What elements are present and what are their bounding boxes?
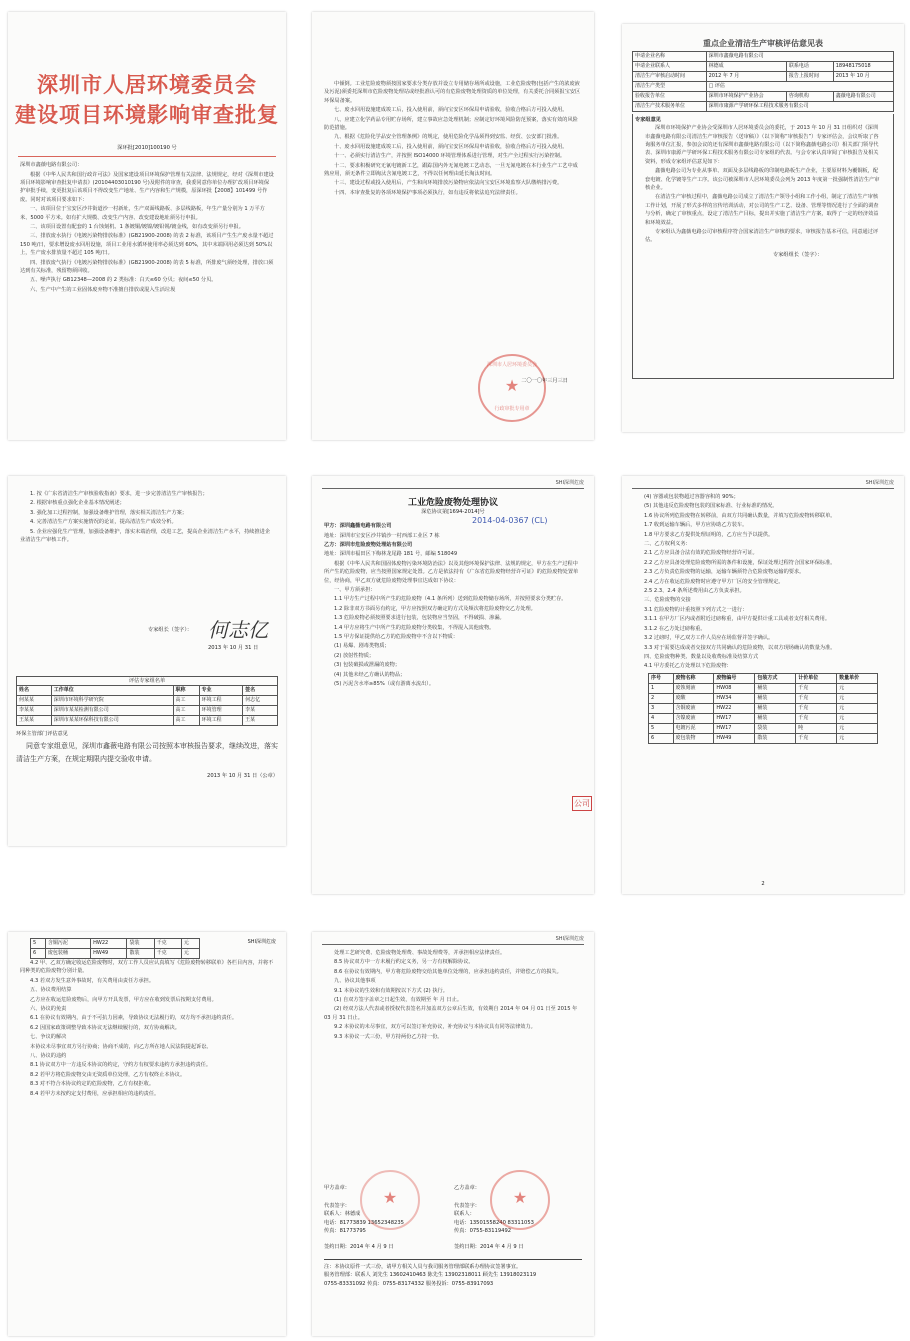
agreement-clauses-1 bbox=[312, 560, 594, 689]
paragraph: 2. 根据审核重点强化企业基本情况阐述； bbox=[30, 500, 125, 507]
table-cell: 千克 bbox=[154, 949, 181, 959]
table-header-cell: 职称 bbox=[173, 686, 199, 696]
table-cell: 5 bbox=[31, 939, 46, 949]
table-header-cell: 序号 bbox=[649, 673, 674, 683]
table-cell: 深圳市环境保护产业协会 bbox=[706, 92, 786, 102]
table-cell: 18948175018 bbox=[833, 62, 893, 72]
table-cell: 5 bbox=[649, 723, 674, 733]
table-cell: HW22 bbox=[714, 703, 755, 713]
table-cell: 申请企业联系人 bbox=[633, 62, 707, 72]
paragraph: 专家组认为鑫薇电路公司审核程序符合国家清洁生产审核的要求，审核报告基本可信，同意通过评估。 bbox=[645, 229, 879, 244]
table-row bbox=[633, 102, 894, 112]
agreement-brand-header-4: SHI深圳危废 bbox=[322, 932, 584, 945]
page-number: 2 bbox=[761, 880, 765, 887]
table-cell: 验收报告单位 bbox=[633, 92, 707, 102]
table-cell: 3 bbox=[649, 703, 674, 713]
table-cell: □ 评估 bbox=[706, 82, 893, 92]
table-cell: 清洁生产类型 bbox=[633, 82, 707, 92]
table-cell: 散装 bbox=[127, 949, 154, 959]
waste-agreement-page-4 bbox=[312, 932, 594, 1336]
table-cell: 元 bbox=[837, 693, 878, 703]
paragraph: 4.2 甲、乙双方确定收运危险废物时，双方工作人员应认真填写《危险废物转移联单》各栏目内容，并将不同种类的危险废物分别计量。 bbox=[20, 960, 274, 975]
paragraph: 十三、建设过程或投入使用后，产生和向环境排放污染物应依法向宝安区环境监察大队缴纳排污费。 bbox=[334, 180, 563, 187]
party-b-sign-date: 签约日期：2014 年 4 月 9 日 bbox=[454, 1244, 524, 1251]
party-b-seal-label: 乙方盖章： bbox=[454, 1185, 480, 1191]
agreement-brand-header-2: SHI深圳危废 bbox=[632, 476, 894, 489]
table-cell: 深圳市鑫薇电路有限公司 bbox=[706, 52, 893, 62]
paragraph: 1.1 甲方生产过程中所产生的危险废物（4.1 条所列）送到危险废物储存场所，并按照要求分类贮存。 bbox=[334, 596, 567, 603]
evaluation-info-table bbox=[632, 51, 894, 112]
table-header-cell: 数量单价 bbox=[837, 673, 878, 683]
paragraph: 1.8 甲方要求乙方提供处理证明的，乙方应当予以提供。 bbox=[644, 531, 774, 538]
signature-block bbox=[324, 1184, 582, 1288]
paragraph: 五、噪声执行 GB12348—2008 的 2 类标准：白天≤60 分贝；夜间≤50 分贝。 bbox=[30, 277, 217, 284]
table-header-cell: 包装方式 bbox=[755, 673, 796, 683]
table-cell: 何志亿 bbox=[243, 696, 278, 706]
table-cell: 深圳市某某检测有限公司 bbox=[51, 706, 173, 716]
table-header-cell: 废物名称 bbox=[673, 673, 714, 683]
paragraph: 十一、必须实行清洁生产，并按照 ISO14000 环境管理体系进行管理，对生产全过程实行污染控制。 bbox=[334, 153, 566, 160]
paragraph: 1.3 危险废物必须按照要求进行包装，包装物应当坚固，不得破损、渗漏。 bbox=[334, 615, 505, 622]
table-cell: 清洁生产审核启动时间 bbox=[633, 72, 707, 82]
paragraph: 三、排放废水执行《电镀污染物排放标准》(GB21900-2008) 的表 2 标准，该项目产生生产废水量不超过 150 吨/日，要求增设废水回用设施，项目工业用水循环使用率必须达到 60%，其中末端回用必须达到 50%以上，生产废水排放量不超过 105 吨/日。 bbox=[20, 233, 274, 257]
table-cell: 废包装桶 bbox=[45, 949, 90, 959]
table-cell: 废包装物 bbox=[673, 733, 714, 743]
improvement-items bbox=[8, 490, 286, 544]
evaluation-title: 重点企业清洁生产审核评估意见表 bbox=[703, 39, 823, 48]
party-a: 甲方：深圳鑫薇电路有限公司 bbox=[324, 523, 392, 530]
agreement-contract-no: 深危协议第[1694-2014]号 bbox=[421, 509, 485, 515]
paragraph: 2.2 乙方应具备处理危险废物所需的条件和设施，保证处理过程符合国家环保标准。 bbox=[644, 559, 836, 566]
paragraph: 4.3 若双方发生意外事故时，有关费用由责任方承担。 bbox=[30, 977, 155, 984]
table-cell: 何某某 bbox=[17, 696, 52, 706]
party-a-contact: 联系人：林德成 bbox=[324, 1211, 361, 1218]
table-cell: 千克 bbox=[796, 713, 837, 723]
paragraph: 本协议未尽事宜双方另行协商；协商不成的，向乙方所在地人民法院提起诉讼。 bbox=[30, 1043, 212, 1050]
table-cell: 环境管理 bbox=[199, 706, 243, 716]
table-cell: 桶装 bbox=[755, 703, 796, 713]
table-header-cell: 废物编号 bbox=[714, 673, 755, 683]
table-cell: 深圳市康源产学研环保工程技术服务有限公司 bbox=[706, 102, 893, 112]
table-row bbox=[31, 939, 200, 949]
paragraph: 二、乙方权利义务： bbox=[644, 541, 691, 548]
paragraph: 9.1 本协议的生效和有效期按以下方式 (2) 执行。 bbox=[334, 987, 448, 994]
table-cell: 环境工程 bbox=[199, 696, 243, 706]
paragraph: 六、生产中产生的工业固体废弃物不准擅自排放或混入生活垃圾 bbox=[30, 286, 176, 293]
leader-sign-date: 2013 年 10 月 31 日 bbox=[208, 645, 259, 651]
table-cell: 1 bbox=[649, 683, 674, 693]
table-cell: 报告上报时间 bbox=[786, 72, 833, 82]
waste-agreement-page-1 bbox=[312, 476, 594, 894]
agreement-clauses-2 bbox=[622, 493, 904, 671]
waste-type-table bbox=[648, 673, 878, 744]
paragraph: 6.1 在协议有效期内，由于不可抗力因素，导致协议无法履行的，双方均不承担违约责任。 bbox=[30, 1015, 238, 1022]
paragraph: 8.2 若甲方将危险废物交由无资质单位处理，乙方有权终止本协议。 bbox=[30, 1071, 186, 1078]
evaluation-form-page bbox=[622, 24, 904, 432]
paragraph: 七、废水回用设施建成竣工后，投入使用前，须向宝安区环保局申请验收，验收合格后方可投入使用。 bbox=[334, 107, 568, 114]
table-cell: 高工 bbox=[173, 696, 199, 706]
table-row bbox=[649, 693, 878, 703]
table-row bbox=[17, 706, 278, 716]
paragraph: 九、协议其他事项 bbox=[334, 978, 376, 985]
paragraph: 十、废水回用设施建成竣工后，投入使用前，须向宝安区环保局申请验收，验收合格后方可投入使用。 bbox=[334, 143, 568, 150]
paragraph: 3.1.1 在甲方厂区内或者附近过磅称重，由甲方提供计重工具或者支付相关费用。 bbox=[644, 616, 831, 623]
waste-type-table-cont bbox=[30, 938, 200, 959]
table-cell: 鑫薇电路有限公司 bbox=[833, 92, 893, 102]
table-row bbox=[649, 713, 878, 723]
paragraph: 1. 按《广东省清洁生产审核验收指南》要求，进一步完善清洁生产审核报告； bbox=[30, 491, 208, 497]
table-cell: 桶装 bbox=[755, 693, 796, 703]
approval-continued-paragraphs bbox=[312, 80, 594, 197]
table-cell: 千克 bbox=[796, 693, 837, 703]
party-a-seal-label: 甲方盖章： bbox=[324, 1185, 350, 1191]
table-cell: 高工 bbox=[173, 716, 199, 726]
paragraph: 根据《中华人民共和国行政许可法》及国家建设项目环境保护管理有关法律、法规规定，经对《深圳市建设项目环境影响审查批复申请表》(20104403010190 号)及附件的审查，我委同意你单位办理扩改项目环境保护审批手续，变更批复后该项目不得改变生产地址、生产内容和生产规模，原深环批【2008】101499 号作废。同时对该项目要求如下： bbox=[20, 171, 274, 203]
party-b-rep-label: 代表签字： bbox=[454, 1203, 480, 1210]
paragraph: 2.4 乙方在收运危险废物时应遵守甲方厂区的安全管理规定。 bbox=[644, 578, 784, 585]
agreement-title: 工业危险废物处理协议 bbox=[407, 498, 498, 508]
paragraph: 1.5 甲方保证提供给乙方的危险废物中不含以下物质： bbox=[334, 634, 459, 641]
party-b-address: 地址：深圳市福田区下梅林龙尾路 181 号，邮编 518049 bbox=[324, 551, 458, 558]
paragraph: 8.4 若甲方未按约定支付费用，应承担相应的违约责任。 bbox=[30, 1090, 160, 1097]
table-row bbox=[649, 703, 878, 713]
table-header-cell: 工作单位 bbox=[51, 686, 173, 696]
table-cell: 清洁生产技术服务单位 bbox=[633, 102, 707, 112]
table-cell: 环境工程 bbox=[199, 716, 243, 726]
paragraph: 9.3 本协议一式三份，甲方持两份乙方持一份。 bbox=[334, 1033, 443, 1040]
party-a-rep-label: 代表签字： bbox=[324, 1203, 350, 1210]
table-cell: 元 bbox=[837, 713, 878, 723]
leader-signature: 何志亿 bbox=[208, 618, 268, 642]
red-divider bbox=[18, 156, 276, 157]
approval-title-line1: 深圳市人居环境委员会 bbox=[37, 72, 257, 97]
party-a-phone: 电话：81773839 13652348235 bbox=[324, 1219, 404, 1226]
table-cell: 元 bbox=[837, 703, 878, 713]
party-b: 乙方：深圳市危险废物处理站有限公司 bbox=[324, 542, 413, 549]
agreement-footer-phones: 0755-83331092 传真：0755-83174332 服务投诉：0755-83917093 bbox=[324, 1280, 494, 1287]
table-cell: 吨 bbox=[796, 723, 837, 733]
paragraph: 中倾倒。工业危险废物须按国家要求分类存放并设立专用储存场所或设施，工业危险废物(包括产生的浓废液及污泥)须委托深圳市危险废物处理站或经批准认可的有危险废物处理资质的单位处理，有关委托合同须报宝安区环保局备案。 bbox=[324, 81, 581, 104]
paragraph: 3. 强化加工过程控制，加强设备维护管理，落实相关清洁生产方案； bbox=[30, 509, 188, 516]
agreement-footer-contacts: 服务管理部：联系人 刘先生 13602410463 陈先生 13902318011 顾先生 13918023119 bbox=[324, 1272, 537, 1279]
paragraph: (4) 其他未经乙方确认的物品； bbox=[334, 671, 406, 678]
party-b-phone: 电话：13501558240 83311053 bbox=[454, 1219, 534, 1226]
paragraph: 十二、要求积极研究无氰电镀新工艺，跟踪国内外无氰电镀工艺动态，一旦无氰电镀在本行业生产工艺中成熟应用，须无条件立即淘汰含氰电镀工艺，不得以任何理由延长淘汰时间。 bbox=[324, 162, 578, 178]
paragraph: 8.5 协议双方中一方未履行约定义务，另一方有权解除协议。 bbox=[334, 959, 474, 966]
table-row bbox=[633, 92, 894, 102]
paragraph: 乙方应在收运危险废物后，向甲方开具发票，甲方应在收到发票后按期支付费用。 bbox=[30, 996, 217, 1003]
party-a-seal-stamp: ★ bbox=[360, 1170, 420, 1230]
table-cell: 千克 bbox=[154, 939, 181, 949]
paragraph: 9.2 本协议的未尽事宜，双方可以签订补充协议，补充协议与本协议具有同等法律效力。 bbox=[334, 1024, 536, 1031]
table-cell: 2 bbox=[649, 693, 674, 703]
table-cell: HW17 bbox=[714, 723, 755, 733]
expert-list-table bbox=[16, 685, 278, 726]
paragraph: (5) 其他违反危险废物包装的国家标准、行业标准的情况。 bbox=[644, 503, 778, 510]
party-a-fax: 传真：81773795 bbox=[324, 1227, 366, 1234]
paragraph: (3) 包装破损或泄漏的废物； bbox=[334, 662, 401, 669]
paragraph: 八、协议的违约 bbox=[30, 1053, 67, 1060]
party-b-seal-stamp: ★ bbox=[490, 1170, 550, 1230]
paragraph: 六、协议的免责 bbox=[30, 1006, 67, 1013]
table-cell: 4 bbox=[649, 713, 674, 723]
paragraph: 6.2 因国家政策调整导致本协议无法继续履行的，双方协商解决。 bbox=[30, 1024, 180, 1031]
table-cell: 电镀污泥 bbox=[673, 723, 714, 733]
leader-sign-label: 专家组长（签字）： bbox=[148, 627, 193, 633]
table-header-cell: 姓名 bbox=[17, 686, 52, 696]
table-cell: 袋装 bbox=[755, 723, 796, 733]
paragraph: 1.6 协议所列危险废物在转移前，由双方共同确认数量，并填写危险废物转移联单。 bbox=[644, 512, 836, 519]
agreement-stamp-code: (CL) bbox=[531, 516, 548, 525]
paragraph: 在清洁生产审核过程中，鑫薇电路公司成立了清洁生产领导小组和工作小组，制定了清洁生产审核工作计划，开展了形式多样的宣传培训活动，对公司的生产工艺、设备、管理等情况进行了全面的调查与分析，确定了审核重点，设定了清洁生产目标，提出并实施了清洁生产方案，取得了一定的经济效益和环境效益。 bbox=[645, 194, 879, 226]
table-cell: 散装 bbox=[755, 733, 796, 743]
party-b-fax: 传真：0755-83119492 bbox=[454, 1227, 512, 1234]
paragraph: 1.7 收到运输车辆后，甲方应协助乙方装车。 bbox=[644, 522, 748, 529]
table-row bbox=[17, 696, 278, 706]
table-cell: 废酸 bbox=[673, 693, 714, 703]
table-cell: HW08 bbox=[714, 683, 755, 693]
party-a-sign-date: 签约日期：2014 年 4 月 9 日 bbox=[324, 1244, 394, 1251]
paragraph: 1.2 除非双方书面另有约定，甲方应按照双方确定的方式及频次将危险废物交乙方处理。 bbox=[334, 605, 536, 612]
paragraph: 三、危险废物的交接 bbox=[644, 597, 691, 604]
paragraph: (2) 放射性物质； bbox=[334, 652, 375, 659]
table-cell: 李某 bbox=[243, 706, 278, 716]
approval-title-line2: 建设项目环境影响审查批复 bbox=[15, 102, 279, 127]
paragraph: 3.1.2 在乙方处过磅称重。 bbox=[644, 625, 706, 632]
paragraph: 四、危险废物种类、数量以及收费标准及结算方式 bbox=[644, 653, 759, 660]
table-row bbox=[17, 716, 278, 726]
paragraph: (4) 容器或包装物超过容器容积的 90%； bbox=[644, 494, 739, 500]
table-cell: 元 bbox=[837, 683, 878, 693]
table-cell: 王某某 bbox=[17, 716, 52, 726]
paragraph: (1) 自双方签字盖章之日起生效，有效期至 年 月 日止。 bbox=[334, 997, 463, 1004]
table-row bbox=[633, 72, 894, 82]
paragraph: 2.1 乙方应具备合法有效的危险废物经营许可证。 bbox=[644, 550, 758, 557]
paragraph: (1) 易爆、剧毒类物质； bbox=[334, 643, 390, 650]
table-cell: 6 bbox=[31, 949, 46, 959]
party-a-address: 地址：深圳市宝安区沙井镇沙一村西部工业区 7 栋 bbox=[324, 532, 440, 539]
paragraph: 五、协议费用结算 bbox=[30, 987, 72, 994]
table-cell: 元 bbox=[837, 723, 878, 733]
paragraph: 2.5 2.3、2.4 条所述费用由乙方负责承担。 bbox=[644, 588, 745, 595]
evaluation-signature-page bbox=[8, 476, 286, 846]
paragraph: 4. 完善清洁生产方案实施情况的论证，提高清洁生产成效分析。 bbox=[30, 519, 177, 526]
table-cell: 申请企业名称 bbox=[633, 52, 707, 62]
table-cell: 6 bbox=[649, 733, 674, 743]
table-cell: 千克 bbox=[796, 703, 837, 713]
authority-opinion-date: 2013 年 10 月 31 日（公章） bbox=[207, 773, 278, 780]
table-row bbox=[633, 52, 894, 62]
table-header-cell: 计价单位 bbox=[796, 673, 837, 683]
paragraph: 3.3 对于需要达成或者交接双方共同确认的危险废物，以双方现场确认的数量为准。 bbox=[644, 644, 836, 651]
table-cell: 咨询机构 bbox=[786, 92, 833, 102]
paragraph: 8.3 对不符合本协议约定的危险废物，乙方有权拒收。 bbox=[30, 1081, 155, 1088]
expert-opinion-paragraphs bbox=[633, 124, 893, 245]
table-cell: 林德成 bbox=[706, 62, 786, 72]
agreement-clauses-3 bbox=[8, 959, 286, 1098]
expert-leader-label: 专家组组长（签字）： bbox=[773, 251, 823, 258]
table-cell: 王某 bbox=[243, 716, 278, 726]
agreement-footer-note: 注：本协议原件一式三份，请甲方相关人员与我司服务管理部联系办理协议签署事宜。 bbox=[324, 1264, 522, 1271]
paragraph: 8.1 协议双方中一方违反本协议的约定，守约方有权要求违约方承担违约责任。 bbox=[30, 1062, 212, 1069]
approval-page-2 bbox=[312, 12, 594, 440]
approval-date: 二〇一〇年三月三日 bbox=[521, 378, 568, 384]
table-cell: 含镍废液 bbox=[673, 713, 714, 723]
table-cell: 元 bbox=[181, 949, 199, 959]
table-header-cell: 签名 bbox=[243, 686, 278, 696]
table-row bbox=[649, 733, 878, 743]
paragraph: 5. 企业应强化生产管理，加强设备维护，落实末端治理，改进工艺，提高企业清洁生产水平，持续推进企业清洁生产审核工作。 bbox=[20, 528, 271, 544]
paragraph: 3.2 过磅时，甲乙双方工作人员应在场监督并签字确认。 bbox=[644, 635, 774, 642]
table-header-cell: 专业 bbox=[199, 686, 243, 696]
paragraph: (2) 经双方法人代表或者授权代表签名并加盖双方公章后生效，有效期自 2014 年 04 月 01 日至 2015 年 03 月 31 日止。 bbox=[324, 1006, 578, 1021]
paragraph: 鑫薇电路公司为专业从事单、双面及多层线路板的印制电路板生产企业，主要原材料为覆铜板，配套电镀、化学镀等生产工序。该公司被深圳市人居环境委员会列为 2013 年度第一批强制性清洁生产审核企业。 bbox=[645, 168, 880, 192]
addressee: 深圳市鑫薇电路有限公司： bbox=[20, 162, 83, 169]
table-cell: HW49 bbox=[91, 949, 127, 959]
table-cell: 联系电话 bbox=[786, 62, 833, 72]
party-b-contact: 联系人： bbox=[454, 1211, 475, 1218]
table-cell: 袋装 bbox=[127, 939, 154, 949]
paragraph: 处理工艺研究费、危险废物处理费、事故处理费等，并承担相应法律责任。 bbox=[334, 950, 506, 956]
side-seal-mark: 公司 bbox=[572, 796, 592, 811]
table-cell: HW22 bbox=[91, 939, 127, 949]
paragraph: 四、排放废气执行《电镀污染物排放标准》(GB21900-2008) 的表 5 标准，所排废气须经处理，排放口须达到有关标准，残留物须回收。 bbox=[20, 259, 274, 275]
paragraph: 根据《中华人民共和国固体废物污染环境防治法》以及其他环境保护法律、法规的规定，甲方在生产过程中所产生的危险废物，应当按照国家规定处置。乙方是依法持有《广东省危险废物经营许可证》的危险废物处置单位，经协商，甲乙双方就危险废物处理事宜达成如下协议： bbox=[324, 560, 579, 584]
table-cell: 千克 bbox=[796, 683, 837, 693]
waste-agreement-page-2 bbox=[622, 476, 904, 894]
paragraph: 3.1 危险废物的计重按照下列方式之一进行： bbox=[644, 606, 748, 613]
opinion-heading: 专家组意见 bbox=[635, 117, 661, 123]
expert-list-title: 评估专家组名单 bbox=[16, 676, 278, 685]
official-seal-stamp: 深圳市人居环境委员会 ★ 行政审批专用章 bbox=[478, 354, 546, 422]
authority-opinion-text: 同意专家组意见，深圳市鑫薇电路有限公司按照本审核报告要求，继续改进，落实清洁生产方案，在规定期限内提交验收申请。 bbox=[16, 742, 278, 764]
table-row bbox=[633, 62, 894, 72]
table-cell: 千克 bbox=[796, 733, 837, 743]
approval-page-1 bbox=[8, 12, 286, 440]
table-cell: 桶装 bbox=[755, 713, 796, 723]
agreement-brand-header: SHI深圳危废 bbox=[322, 476, 584, 489]
paragraph: 七、争议的解决 bbox=[30, 1034, 67, 1041]
table-cell: 废蚀刻液 bbox=[673, 683, 714, 693]
paragraph: 2.3 乙方负责危险废物的运输，运输车辆须符合危险废物运输的要求。 bbox=[644, 569, 805, 576]
authority-opinion-label: 环保主管部门评估意见 bbox=[16, 731, 68, 738]
approval-doc-no: 深环批[2010]100190 号 bbox=[117, 145, 177, 151]
table-cell: 元 bbox=[837, 733, 878, 743]
agreement-stamp-number: 2014-04-0367 bbox=[472, 516, 529, 525]
table-cell: HW34 bbox=[714, 693, 755, 703]
table-cell: HW49 bbox=[714, 733, 755, 743]
paragraph: 八、应建立化学药品专用贮存场所，建立事故应急处理机制；应制定好环境风险防范预案，落实有效的风险防范措施。 bbox=[324, 116, 578, 132]
approval-paragraphs bbox=[8, 171, 286, 295]
paragraph: 4.1 甲方委托乙方处理以下危险废物： bbox=[644, 663, 732, 670]
paragraph: 十四、本审查批复的各项环境保护事项必须执行，如有违反将依法追究法律责任。 bbox=[334, 189, 521, 196]
paragraph: 一、该项目位于宝安区沙井街道沙一村新址，生产双面线路板、多层线路板，年生产量分别为 1 万平方米、5000 平方米。如有扩大规模、改变生产内容、改变建设地址须另行申报。 bbox=[20, 206, 265, 221]
table-cell: 李某某 bbox=[17, 706, 52, 716]
table-cell: 含铜污泥 bbox=[45, 939, 90, 949]
table-cell: 深圳市环境科学研究院 bbox=[51, 696, 173, 706]
paragraph: 8.6 在协议有效期内，甲方将危险废物交给其他单位处理的，应承担违约责任，并赔偿乙方的损失。 bbox=[334, 968, 562, 975]
paragraph: 1.4 甲方应将生产中所产生的危险废物分类收集，不得混入其他废物。 bbox=[334, 624, 495, 631]
paragraph: 九、根据《危险化学品安全管理条例》的规定，使用危险化学品须得到安监、经贸、公安部门批准。 bbox=[334, 134, 563, 141]
paragraph: 深圳市环境保护产业协会受深圳市人居环境委员会的委托，于 2013 年 10 月 31 日组织对《深圳市鑫薇电路有限公司清洁生产审核报告（送审稿）》（以下简称“审核报告”）专家评估会，会议听取了咨询服务单位汇报，参加会议的还有深圳市鑫薇电路有限公司（以下简称鑫薇电路公司）相关部门领导代表、深圳市康源产学研环保工程技术服务有限公司专家组的代表。与会专家认真审阅了审核报告及相关资料，形成专家组评估意见如下： bbox=[645, 125, 879, 165]
table-row bbox=[31, 949, 200, 959]
table-cell: 2013 年 10 月 bbox=[833, 72, 893, 82]
table-row bbox=[649, 723, 878, 733]
table-cell: 深圳市某某环保科技有限公司 bbox=[51, 716, 173, 726]
waste-agreement-page-3 bbox=[8, 932, 286, 1336]
paragraph: (5) 污泥含水率≥85%（或有游离水流出）。 bbox=[334, 681, 435, 688]
table-cell: HW17 bbox=[714, 713, 755, 723]
table-cell: 桶装 bbox=[755, 683, 796, 693]
agreement-brand-header-3: SHI深圳危废 bbox=[247, 939, 276, 945]
table-row bbox=[633, 82, 894, 92]
table-cell: 含铜废液 bbox=[673, 703, 714, 713]
table-cell: 2012 年 7 月 bbox=[706, 72, 786, 82]
table-cell: 元 bbox=[181, 939, 199, 949]
agreement-clauses-4 bbox=[312, 949, 594, 1041]
table-row bbox=[649, 683, 878, 693]
paragraph: 二、该项目设置有配套的 1 台蚀刻机、1 条镀铜/镀镍/镀铅锡/镀金线，如有改变须另行申报。 bbox=[30, 224, 244, 231]
paragraph: 一、甲方须承担： bbox=[334, 587, 376, 594]
table-cell: 高工 bbox=[173, 706, 199, 716]
